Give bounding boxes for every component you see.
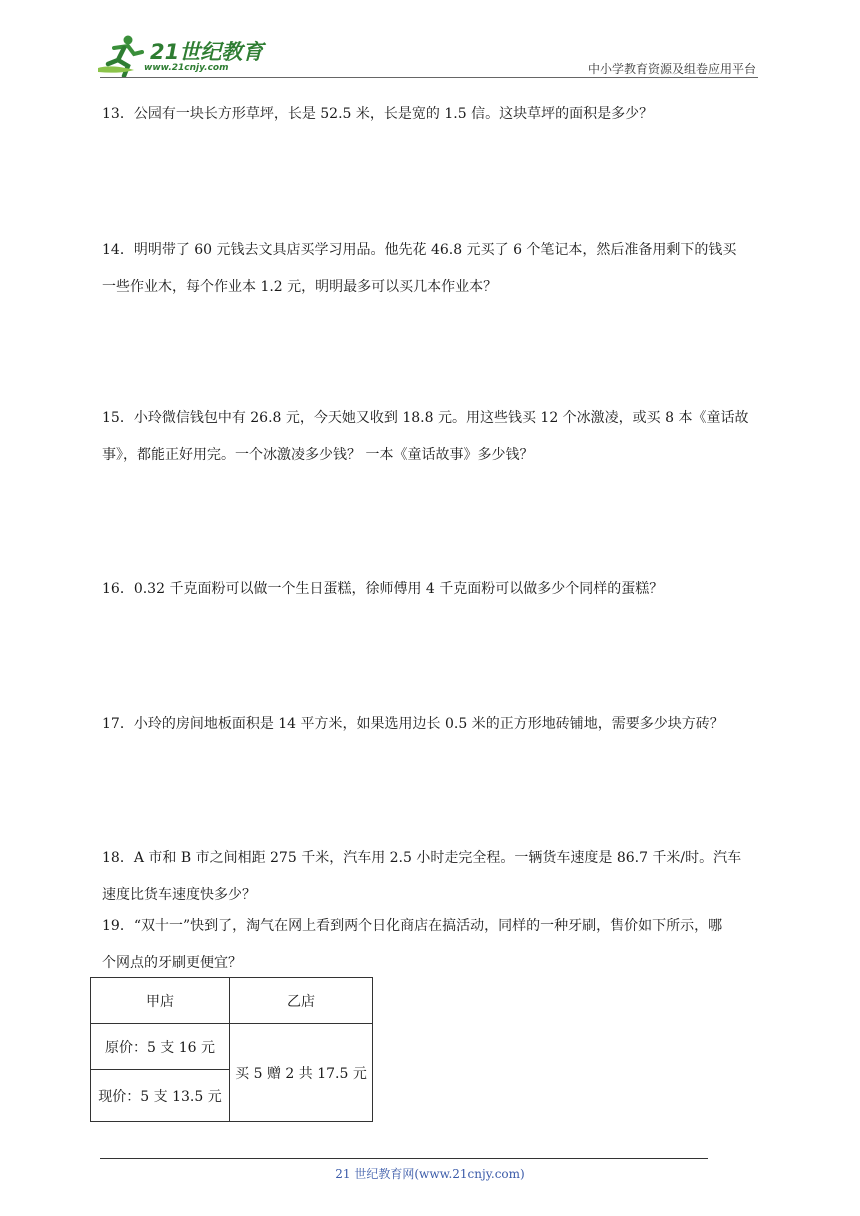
logo-text: 21世纪教育 [150, 40, 264, 64]
question-number: 17． [102, 716, 134, 732]
question-text: 个网点的牙刷更便宜？ [102, 955, 242, 971]
platform-title: 中小学教育资源及组卷应用平台 [587, 62, 756, 76]
question-number: 14． [102, 242, 134, 258]
question-17 [102, 706, 762, 743]
store-a-current-price: 现价：5 支 13.5 元 [91, 1070, 230, 1122]
question-text: 0.32 千克面粉可以做一个生日蛋糕，徐师傅用 4 千克面粉可以做多少个同样的蛋糕？ [133, 581, 664, 597]
logo [94, 34, 264, 78]
question-14 [102, 232, 762, 306]
page-header [0, 0, 860, 80]
question-text: A 市和 B 市之间相距 275 千米，汽车用 2.5 小时走完全程。一辆货车速度是 86.7 千米/时。汽车 [133, 850, 742, 866]
question-number: 13． [102, 106, 134, 122]
question-number: 16． [102, 581, 134, 597]
price-comparison-table [90, 977, 373, 1122]
table-header-store-b: 乙店 [230, 978, 373, 1024]
question-text: 事》，都能正好用完。一个冰激凌多少钱？ 一本《童话故事》多少钱？ [102, 447, 534, 463]
question-13 [102, 96, 762, 133]
store-a-original-price: 原价：5 支 16 元 [91, 1024, 230, 1070]
question-text: 小玲微信钱包中有 26.8 元，今天她又收到 18.8 元。用这些钱买 12 个冰激凌，或买 8 本《童话故 [133, 410, 749, 426]
question-number: 15． [102, 410, 134, 426]
header-divider [100, 77, 758, 78]
question-15 [102, 400, 762, 474]
question-text: 小玲的房间地板面积是 14 平方米，如果选用边长 0.5 米的正方形地砖铺地，需要多少块方砖？ [133, 716, 724, 732]
question-text: 公园有一块长方形草坪，长是 52.5 米，长是宽的 1.5 信。这块草坪的面积是多少？ [133, 106, 654, 122]
logo-url: www.21cnjy.com [144, 63, 229, 73]
table-header-store-a: 甲店 [91, 978, 230, 1024]
question-text: 一些作业木，每个作业本 1.2 元，明明最多可以买几本作业本？ [102, 279, 498, 295]
question-number: 19． [102, 918, 134, 934]
footer-text: 21 世纪教育网(www.21cnjy.com) [335, 1167, 525, 1181]
question-text: 速度比货车速度快多少？ [102, 887, 256, 903]
question-16 [102, 571, 762, 608]
footer-divider [100, 1158, 708, 1159]
store-b-offer: 买 5 赠 2 共 17.5 元 [230, 1024, 373, 1122]
runner-logo-icon [94, 34, 150, 78]
question-text: 明明带了 60 元钱去文具店买学习用品。他先花 46.8 元买了 6 个笔记本，然后准备用剩下的钱买 [133, 242, 737, 258]
question-number: 18． [102, 850, 134, 866]
question-19 [102, 908, 762, 982]
question-18 [102, 840, 762, 914]
question-text: “双十一”快到了，淘气在网上看到两个日化商店在搞活动，同样的一种牙刷，售价如下所示，哪 [133, 918, 723, 934]
